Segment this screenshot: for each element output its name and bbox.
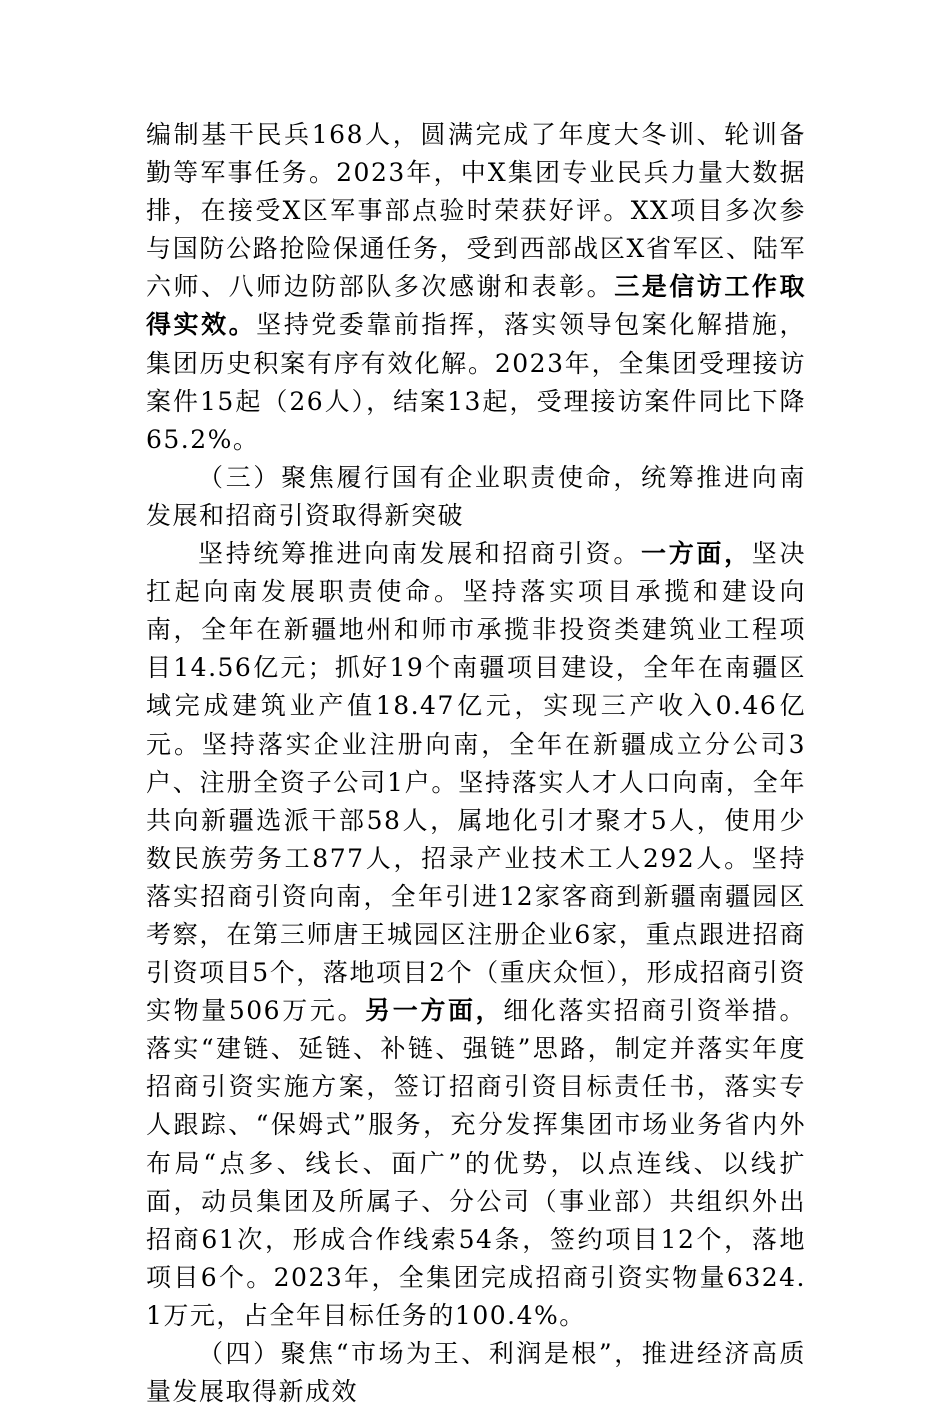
paragraph-text: 坚持统筹推进向南发展和招商引资。	[198, 539, 642, 569]
paragraph-text: 编制基干民兵168人，圆满完成了年度大冬训、轮训备勤等军事任务。2023年，中X集团专业民兵力量大数据排，在接受X区军事部点验时荣获好评。XX项目多次参与国防公路抢险保通任务，受到西部战区X省军区、陆军六师、八师边防部队多次感谢和表彰。	[146, 120, 806, 302]
paragraph-text: 细化落实招商引资举措。落实“建链、延链、补链、强链”思路，制定并落实年度招商引资实施方案，签订招商引资目标责任书，落实专人跟踪、“保姆式”服务，充分发挥集团市场业务省内外布局“点多、线长、面广”的优势，以点连线、以线扩面，动员集团及所属子、分公司（事业部）共组织外出招商61次，形成合作线索54条，签约项目12个，落地项目6个。2023年，全集团完成招商引资实物量6324.1万元，占全年目标任务的100.4%。	[146, 996, 806, 1330]
bold-lead-on-other-hand: 另一方面，	[365, 996, 504, 1026]
section-heading-text: （四）聚焦“市场为王、利润是根”，推进经济高质量发展取得新成效	[146, 1339, 806, 1407]
bold-lead-on-one-hand: 一方面，	[641, 539, 752, 569]
paragraph-text: 坚持党委靠前指挥，落实领导包案化解措施，集团历史积案有序有效化解。2023年，全集团受理接访案件15起（26人），结案13起，受理接访案件同比下降65.2%。	[146, 310, 806, 454]
paragraph-text: 坚决扛起向南发展职责使命。坚持落实项目承揽和建设向南，全年在新疆地州和师市承揽非投资类建筑业工程项目14.56亿元；抓好19个南疆项目建设，全年在南疆区域完成建筑业产值18.47亿元，实现三产收入0.46亿元。坚持落实企业注册向南，全年在新疆成立分公司3户、注册全资子公司1户。坚持落实人才人口向南，全年共向新疆选派干部58人，属地化引才聚才5人，使用少数民族劳务工877人，招录产业技术工人292人。坚持落实招商引资向南，全年引进12家客商到新疆南疆园区考察，在第三师唐王城园区注册企业6家，重点跟进招商引资项目5个，落地项目2个（重庆众恒），形成招商引资实物量506万元。	[146, 539, 806, 1026]
section-heading-3	[146, 459, 806, 535]
document-body	[146, 116, 806, 1411]
body-paragraph-investment	[146, 535, 806, 1335]
section-heading-text: （三）聚焦履行国有企业职责使命，统筹推进向南发展和招商引资取得新突破	[146, 462, 806, 530]
section-heading-4	[146, 1335, 806, 1411]
bold-subheading-petition: 三是信访工作取得实效。	[146, 272, 806, 340]
body-paragraph-militia	[146, 116, 806, 459]
